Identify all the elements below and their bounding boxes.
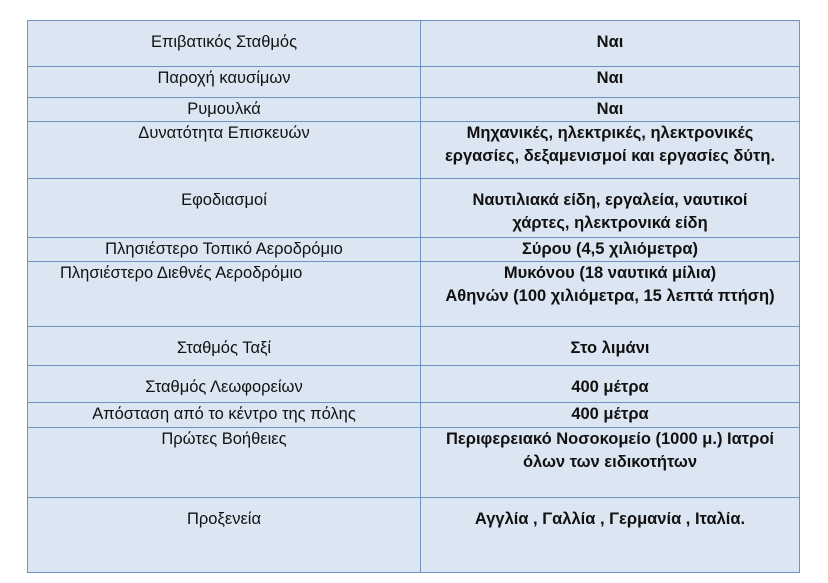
table-row — [28, 498, 800, 573]
table-row — [28, 122, 800, 179]
table-row — [28, 98, 800, 122]
value-line: εργασίες, δεξαμενισμοί και εργασίες δύτη. — [444, 147, 776, 165]
row-label: Σταθμός Λεωφορείων — [28, 366, 421, 403]
row-label: Επιβατικός Σταθμός — [28, 21, 421, 67]
row-value: 400 μέτρα — [421, 403, 800, 428]
row-label: Εφοδιασμοί — [28, 179, 421, 238]
row-value: Ναι — [421, 98, 800, 122]
value-line: Ναυτιλιακά είδη, εργαλεία, ναυτικοί — [472, 191, 748, 209]
value-line: Μυκόνου (18 ναυτικά μίλια) — [503, 264, 717, 282]
value-line: Μηχανικές, ηλεκτρικές, ηλεκτρονικές — [466, 124, 754, 142]
table-row — [28, 428, 800, 498]
value-line: χάρτες, ηλεκτρονικά είδη — [512, 214, 708, 232]
row-label: Προξενεία — [28, 498, 421, 573]
port-info-table — [27, 20, 800, 573]
row-value: Στο λιμάνι — [421, 327, 800, 366]
row-value: Ναι — [421, 67, 800, 98]
table-row — [28, 403, 800, 428]
row-label: Πλησιέστερο Διεθνές Αεροδρόμιο — [28, 262, 421, 327]
row-value — [421, 428, 800, 498]
table-row — [28, 67, 800, 98]
row-label: Παροχή καυσίμων — [28, 67, 421, 98]
row-value: 400 μέτρα — [421, 366, 800, 403]
row-value — [421, 122, 800, 179]
value-line: Περιφερειακό Νοσοκομείο (1000 μ.) Ιατροί — [445, 430, 775, 448]
row-value: Σύρου (4,5 χιλιόμετρα) — [421, 238, 800, 262]
value-line: όλων των ειδικοτήτων — [522, 453, 698, 471]
table-row — [28, 179, 800, 238]
table-row — [28, 366, 800, 403]
table-row — [28, 262, 800, 327]
row-label: Σταθμός Ταξί — [28, 327, 421, 366]
row-value: Ναι — [421, 21, 800, 67]
row-value: Αγγλία , Γαλλία , Γερμανία , Ιταλία. — [421, 498, 800, 573]
table-row — [28, 238, 800, 262]
table-row — [28, 327, 800, 366]
row-value — [421, 179, 800, 238]
row-label: Πρώτες Βοήθειες — [28, 428, 421, 498]
row-label: Ρυμουλκά — [28, 98, 421, 122]
table-row — [28, 21, 800, 67]
row-label: Απόσταση από το κέντρο της πόλης — [28, 403, 421, 428]
row-label: Πλησιέστερο Τοπικό Αεροδρόμιο — [28, 238, 421, 262]
row-value — [421, 262, 800, 327]
row-label: Δυνατότητα Επισκευών — [28, 122, 421, 179]
value-line: Αθηνών (100 χιλιόμετρα, 15 λεπτά πτήση) — [445, 287, 775, 305]
